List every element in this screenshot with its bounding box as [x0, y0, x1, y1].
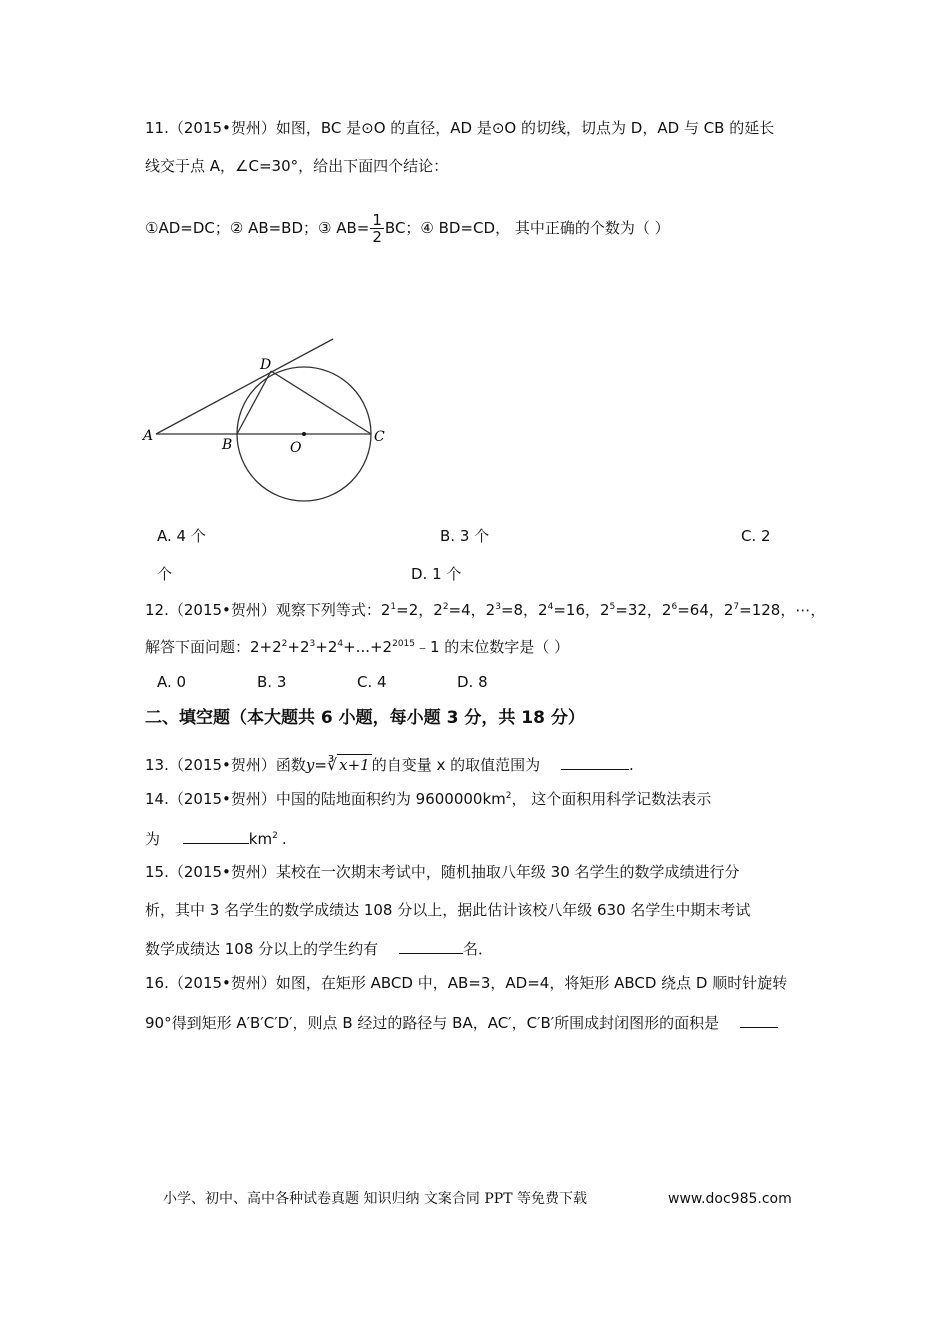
q11-option-d: D. 1 个: [411, 565, 462, 583]
exp: 5: [609, 602, 616, 612]
q16-question: 90°得到矩形 A′B′C′D′，则点 B 经过的路径与 BA，AC′，C′B′所围成封闭图形的面积是: [145, 1014, 720, 1032]
q12-option-b: B. 3: [257, 673, 287, 691]
q14-wei: 为: [145, 830, 161, 848]
fraction-one-half: [370, 212, 384, 245]
q11-option-a: A. 4 个: [157, 527, 206, 545]
footer-text: 小学、初中、高中各种试卷真题 知识归纳 文案合同 PPT 等免费下载: [163, 1191, 587, 1207]
center-point-O: [302, 432, 306, 436]
q11-conclusions-part1: ①AD=DC；② AB=BD；③ AB=: [145, 219, 370, 237]
exp: 2: [442, 602, 449, 612]
q13-intro: 13.（2015•贺州）函数: [145, 756, 306, 774]
q14-line1: [145, 789, 711, 809]
radical-icon: ∛: [326, 755, 338, 774]
term: =8，2: [500, 601, 548, 619]
term: +2: [315, 638, 338, 656]
chord-DC: [271, 371, 371, 434]
q12-intro: 12.（2015•贺州）观察下列等式：2: [145, 601, 391, 619]
q14-answer-blank[interactable]: [183, 827, 249, 844]
radicand: x+1: [339, 756, 370, 774]
q13-answer-blank[interactable]: [561, 753, 629, 770]
q14-question: ， 这个面积用科学记数法表示: [511, 790, 712, 808]
q16-line1: 16.（2015•贺州）如图，在矩形 ABCD 中，AB=3，AD=4，将矩形 ABCD 绕点 D 顺时针旋转: [145, 974, 788, 992]
q14-unit: km: [248, 830, 273, 848]
q15-line2: 析，其中 3 名学生的数学成绩达 108 分以上，据此估计该校八年级 630 名学生中期末考试: [145, 901, 751, 919]
section-heading-fill-in: 二、填空题（本大题共 6 小题，每小题 3 分，共 18 分）: [145, 708, 585, 728]
term: =16，2: [553, 601, 610, 619]
term: =64，2: [677, 601, 734, 619]
fraction-numerator: 1: [372, 211, 382, 229]
q11-conclusions: [145, 206, 670, 250]
term: =2，2: [396, 601, 443, 619]
term: +...+2: [343, 638, 393, 656]
exp: 1: [390, 602, 397, 612]
q12-question: ﹣1 的末位数字是（ ）: [415, 638, 570, 656]
q11-conclusions-part2: BC；④ BD=CD， 其中正确的个数为（ ）: [384, 219, 670, 237]
term: =4，2: [448, 601, 496, 619]
q12-line2: [145, 637, 569, 657]
exp: 3: [309, 639, 316, 649]
q13-question: 的自变量 x 的取值范围为: [371, 756, 541, 774]
exp: 2: [281, 639, 288, 649]
q15-question: 数学成绩达 108 分以上的学生约有: [145, 940, 379, 958]
q15-line1: 15.（2015•贺州）某校在一次期末考试中，随机抽取八年级 30 名学生的数学成绩进行分: [145, 863, 740, 881]
label-B: B: [222, 437, 233, 453]
q12-option-d: D. 8: [457, 673, 488, 691]
term: =32，2: [615, 601, 672, 619]
q14-period: .: [281, 830, 287, 848]
exp: 2015: [392, 639, 415, 649]
q16-answer-blank[interactable]: [740, 1011, 778, 1028]
q11-option-b: B. 3 个: [440, 527, 490, 545]
term: =128，⋯，: [739, 601, 826, 619]
q11-line2: 线交于点 A，∠C=30°，给出下面四个结论：: [145, 157, 449, 175]
q12-sum-start: 解答下面问题：2+2: [145, 638, 282, 656]
q12-line1: [145, 600, 825, 620]
label-D: D: [260, 357, 272, 373]
exp: 2: [505, 791, 512, 801]
exp: 6: [671, 602, 678, 612]
chord-BD: [237, 371, 271, 434]
term: +2: [287, 638, 310, 656]
fraction-denominator: 2: [372, 228, 382, 246]
label-O: O: [290, 440, 302, 456]
label-A: A: [143, 428, 154, 444]
q11-figure: [140, 330, 400, 510]
q13-line: [145, 753, 634, 775]
exp: 2: [272, 831, 278, 841]
q11-option-c-cont: 个: [157, 565, 173, 583]
footer-url[interactable]: www.doc985.com: [668, 1191, 792, 1207]
exp: 7: [733, 602, 740, 612]
q14-line2: [145, 827, 287, 849]
q15-line3: [145, 937, 493, 959]
q12-option-c: C. 4: [357, 673, 387, 691]
q13-period: .: [628, 756, 634, 774]
q15-answer-blank[interactable]: [399, 937, 463, 954]
equals-sign: =: [314, 756, 327, 774]
q11-option-c: C. 2: [741, 527, 771, 545]
exp: 4: [337, 639, 344, 649]
q15-unit: 名．: [462, 940, 493, 958]
q12-option-a: A. 0: [157, 673, 187, 691]
exp: 3: [495, 602, 501, 612]
q11-line1: 11.（2015•贺州）如图，BC 是⊙O 的直径，AD 是⊙O 的切线，切点为 D，AD 与 CB 的延长: [145, 119, 775, 137]
q16-line2: [145, 1011, 778, 1033]
q14-intro: 14.（2015•贺州）中国的陆地面积约为 9600000km: [145, 790, 506, 808]
label-C: C: [374, 429, 385, 445]
var-y: y: [305, 756, 315, 774]
exp: 4: [547, 602, 554, 612]
